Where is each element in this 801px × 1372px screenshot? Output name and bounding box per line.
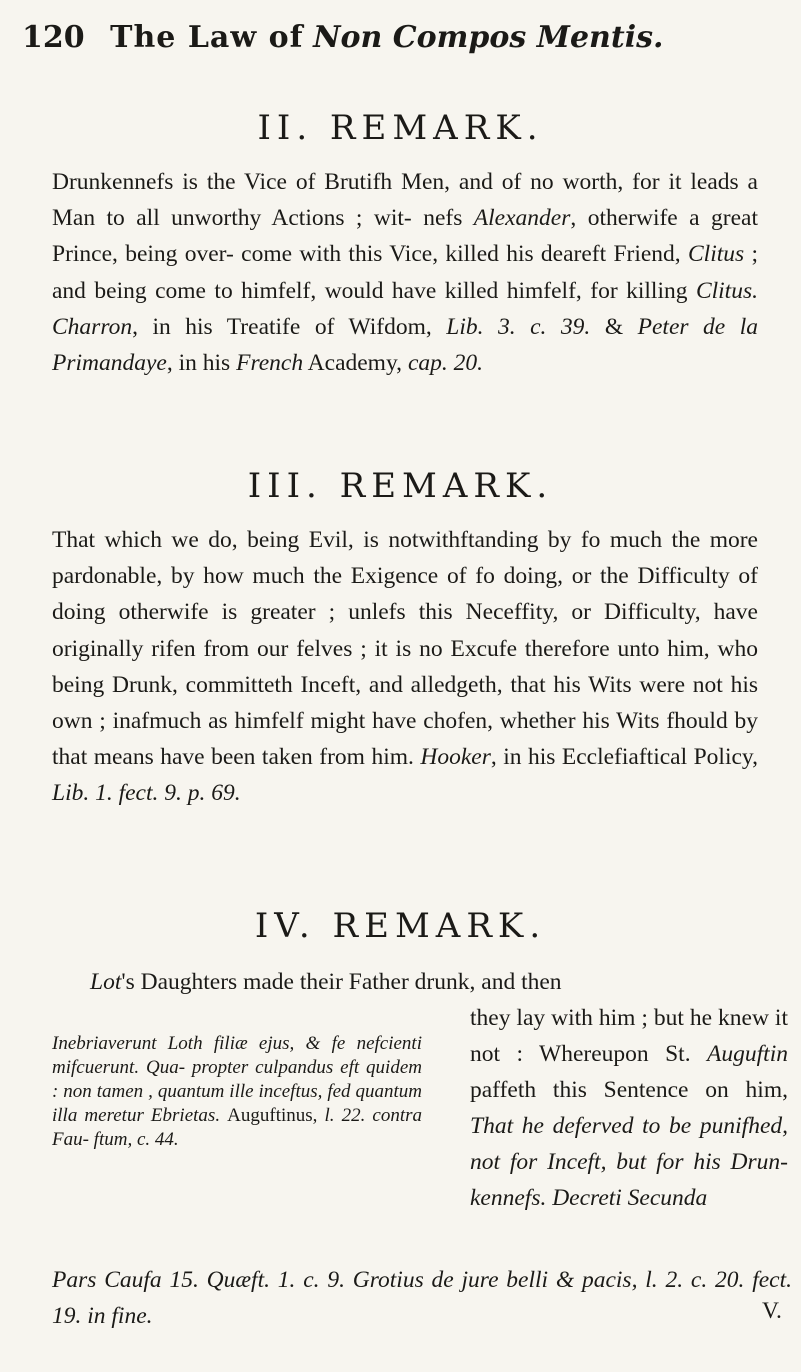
- catchword: V.: [762, 1298, 782, 1324]
- remark-2-segment: &: [590, 313, 638, 340]
- remark-heading-3: III. REMARK.: [247, 466, 554, 506]
- running-title-italic: Non Compos Mentis.: [313, 20, 664, 55]
- sidenote-author: Auguftinus,: [227, 1105, 318, 1126]
- remark-4-right-column: [470, 1000, 788, 1216]
- remark-4-segment: they lay with him ; but he knew it not : Whereupon St.: [470, 1005, 788, 1067]
- remark-3-segment: Lib. 1. fect. 9. p. 69.: [52, 780, 241, 807]
- remark-2-segment: Clitus. Charron: [52, 277, 758, 340]
- remark-heading-2: II. REMARK.: [257, 108, 544, 148]
- remark-2-segment: Clitus: [687, 241, 745, 268]
- remark-2-segment: ; and being come to himfelf, would have killed himfelf, for killing: [52, 241, 758, 304]
- remark-3-segment: Hooker: [420, 744, 491, 771]
- remark-2-segment: Peter de la Primandaye: [52, 313, 758, 377]
- remark-4-segment: paffeth this Sentence on him,: [470, 1077, 788, 1103]
- remark-4-segment: That he deferved to be punifhed, not for Inceft, but for his Drun- kennefs. Decreti Secunda: [470, 1113, 788, 1211]
- remark-4-lead-line: Lot's Daughters made their Father drunk, and then: [90, 969, 562, 995]
- remark-2-segment: Lib. 3. c. 39.: [446, 313, 591, 340]
- remark-body-2: [52, 164, 758, 381]
- sidenote-citation: l. 22. contra Fau- ftum, c. 44.: [52, 1105, 423, 1150]
- page-number: 120: [22, 20, 85, 55]
- remark-2-segment: Alexander: [473, 205, 571, 232]
- remark-2-segment: Drunkennefs is the Vice of Brutifh Men, and of no worth, for it leads a Man to all unworthy Actions ; wit- nefs: [52, 169, 758, 232]
- remark-heading-4: IV. REMARK.: [254, 906, 547, 946]
- remark-2-segment: Academy,: [303, 350, 408, 377]
- remark-body-3: [52, 522, 758, 812]
- remark-4-segment: Auguftin: [707, 1041, 788, 1067]
- remark-2-segment: cap. 20.: [407, 350, 483, 377]
- remark-2-segment: , in his: [166, 350, 237, 377]
- latin-sidenote: [52, 1032, 422, 1152]
- sidenote-latin: Inebriaverunt Loth filiæ ejus, & fe nefcienti mifcuerunt. Qua- propter culpandus eft quidem : non tamen , quantum ille inceftus, fed quantum illa meretur Ebrietas.: [52, 1033, 422, 1126]
- remark-2-segment: French: [236, 350, 304, 377]
- remark-2-segment: , in his Treatife of Wifdom,: [132, 313, 447, 340]
- running-title-blackletter: The Law of: [110, 20, 304, 55]
- remark-3-segment: , in his Ecclefiaftical Policy,: [490, 744, 758, 771]
- remark-4-tail-segment: Pars Caufa 15. Quæft. 1. c. 9. Grotius de jure belli & pacis, l. 2. c. 20. fect. 19. in fine.: [52, 1267, 792, 1329]
- running-head: [22, 18, 782, 58]
- remark-3-segment: That which we do, being Evil, is notwithftanding by fo much the more pardonable, by how much the Exigence of fo doing, or the Difficulty of doing otherwife is greater ; unlefs this Neceffity, or Difficulty, have originally rifen from our felves ; it is no Excufe therefore unto him, who being Drunk, committeth Inceft, and alledgeth, that his Wits were not his own ; inafmuch as himfelf might have chofen, whether his Wits fhould by that means have been taken from him.: [52, 527, 758, 771]
- remark-2-segment: , otherwife a great Prince, being over- come with this Vice, killed his deareft Friend,: [52, 205, 759, 268]
- remark-4-citation-line: [52, 1262, 792, 1334]
